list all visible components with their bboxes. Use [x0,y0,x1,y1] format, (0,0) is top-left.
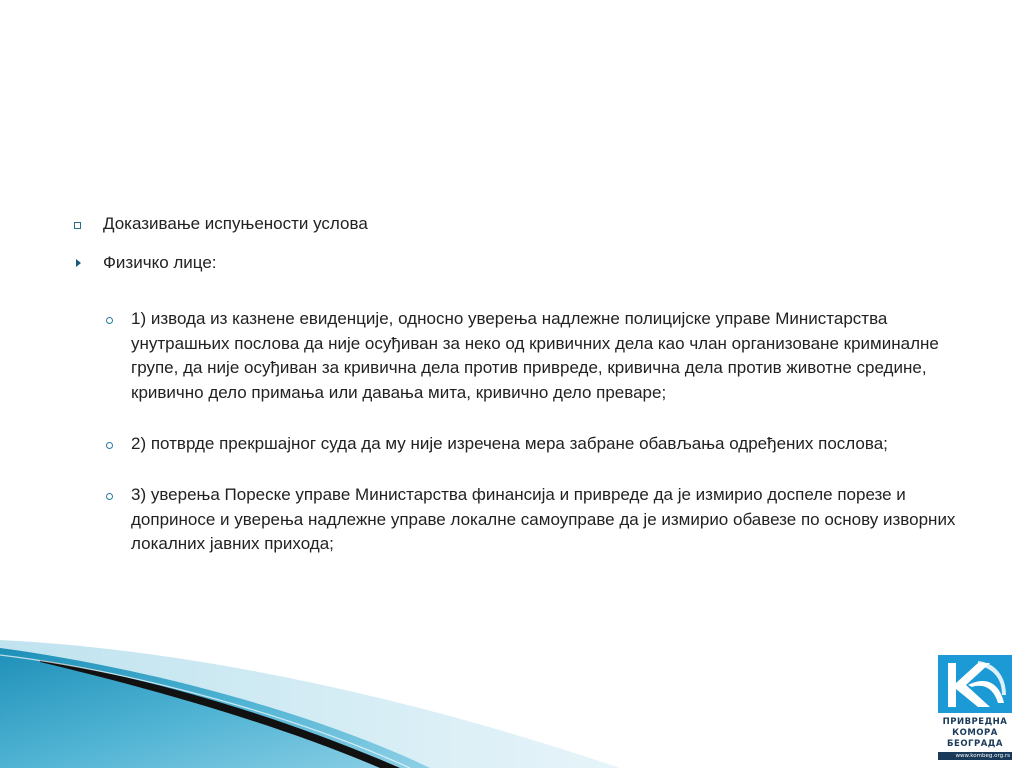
logo-line-3: БЕОГРАДА [947,739,1003,749]
logo-line-1: ПРИВРЕДНА [942,717,1008,727]
chamber-logo [938,655,1012,761]
square-bullet-icon [74,222,81,229]
list-item: 3) уверења Пореске управе Министарства финансија и привреде да је измирио доспеле порезе и доприносе и уверења надлежне управе локалне самоуправе да је измирио обавезе по основу изворних локалних јавних прихода; [131,485,956,553]
logo-mark [938,655,1012,713]
circle-bullet-icon [106,493,113,500]
list-item: 2) потврде прекршајног суда да му није изречена мера забране обављања одређених послова; [131,434,888,453]
logo-url: www.kombeg.org.rs [938,752,1012,760]
subheading: Физичко лице: [103,253,217,272]
logo-k-icon [938,655,1012,713]
logo-line-2: КОМОРА [952,728,998,738]
heading: Доказивање испуњености услова [103,214,368,233]
list-item: 1) извода из казнене евиденције, односно уверења надлежне полицијске управе Министарства унутрашњих послова да није осуђиван за неко од кривичних дела као члан организоване криминалне групе, да није осуђиван за кривична дела против привреде, кривична дела против животне средине, кривично дело примања или давања мита, кривично дело преваре; [131,309,939,402]
triangle-bullet-icon [76,259,81,267]
circle-bullet-icon [106,442,113,449]
circle-bullet-icon [106,317,113,324]
